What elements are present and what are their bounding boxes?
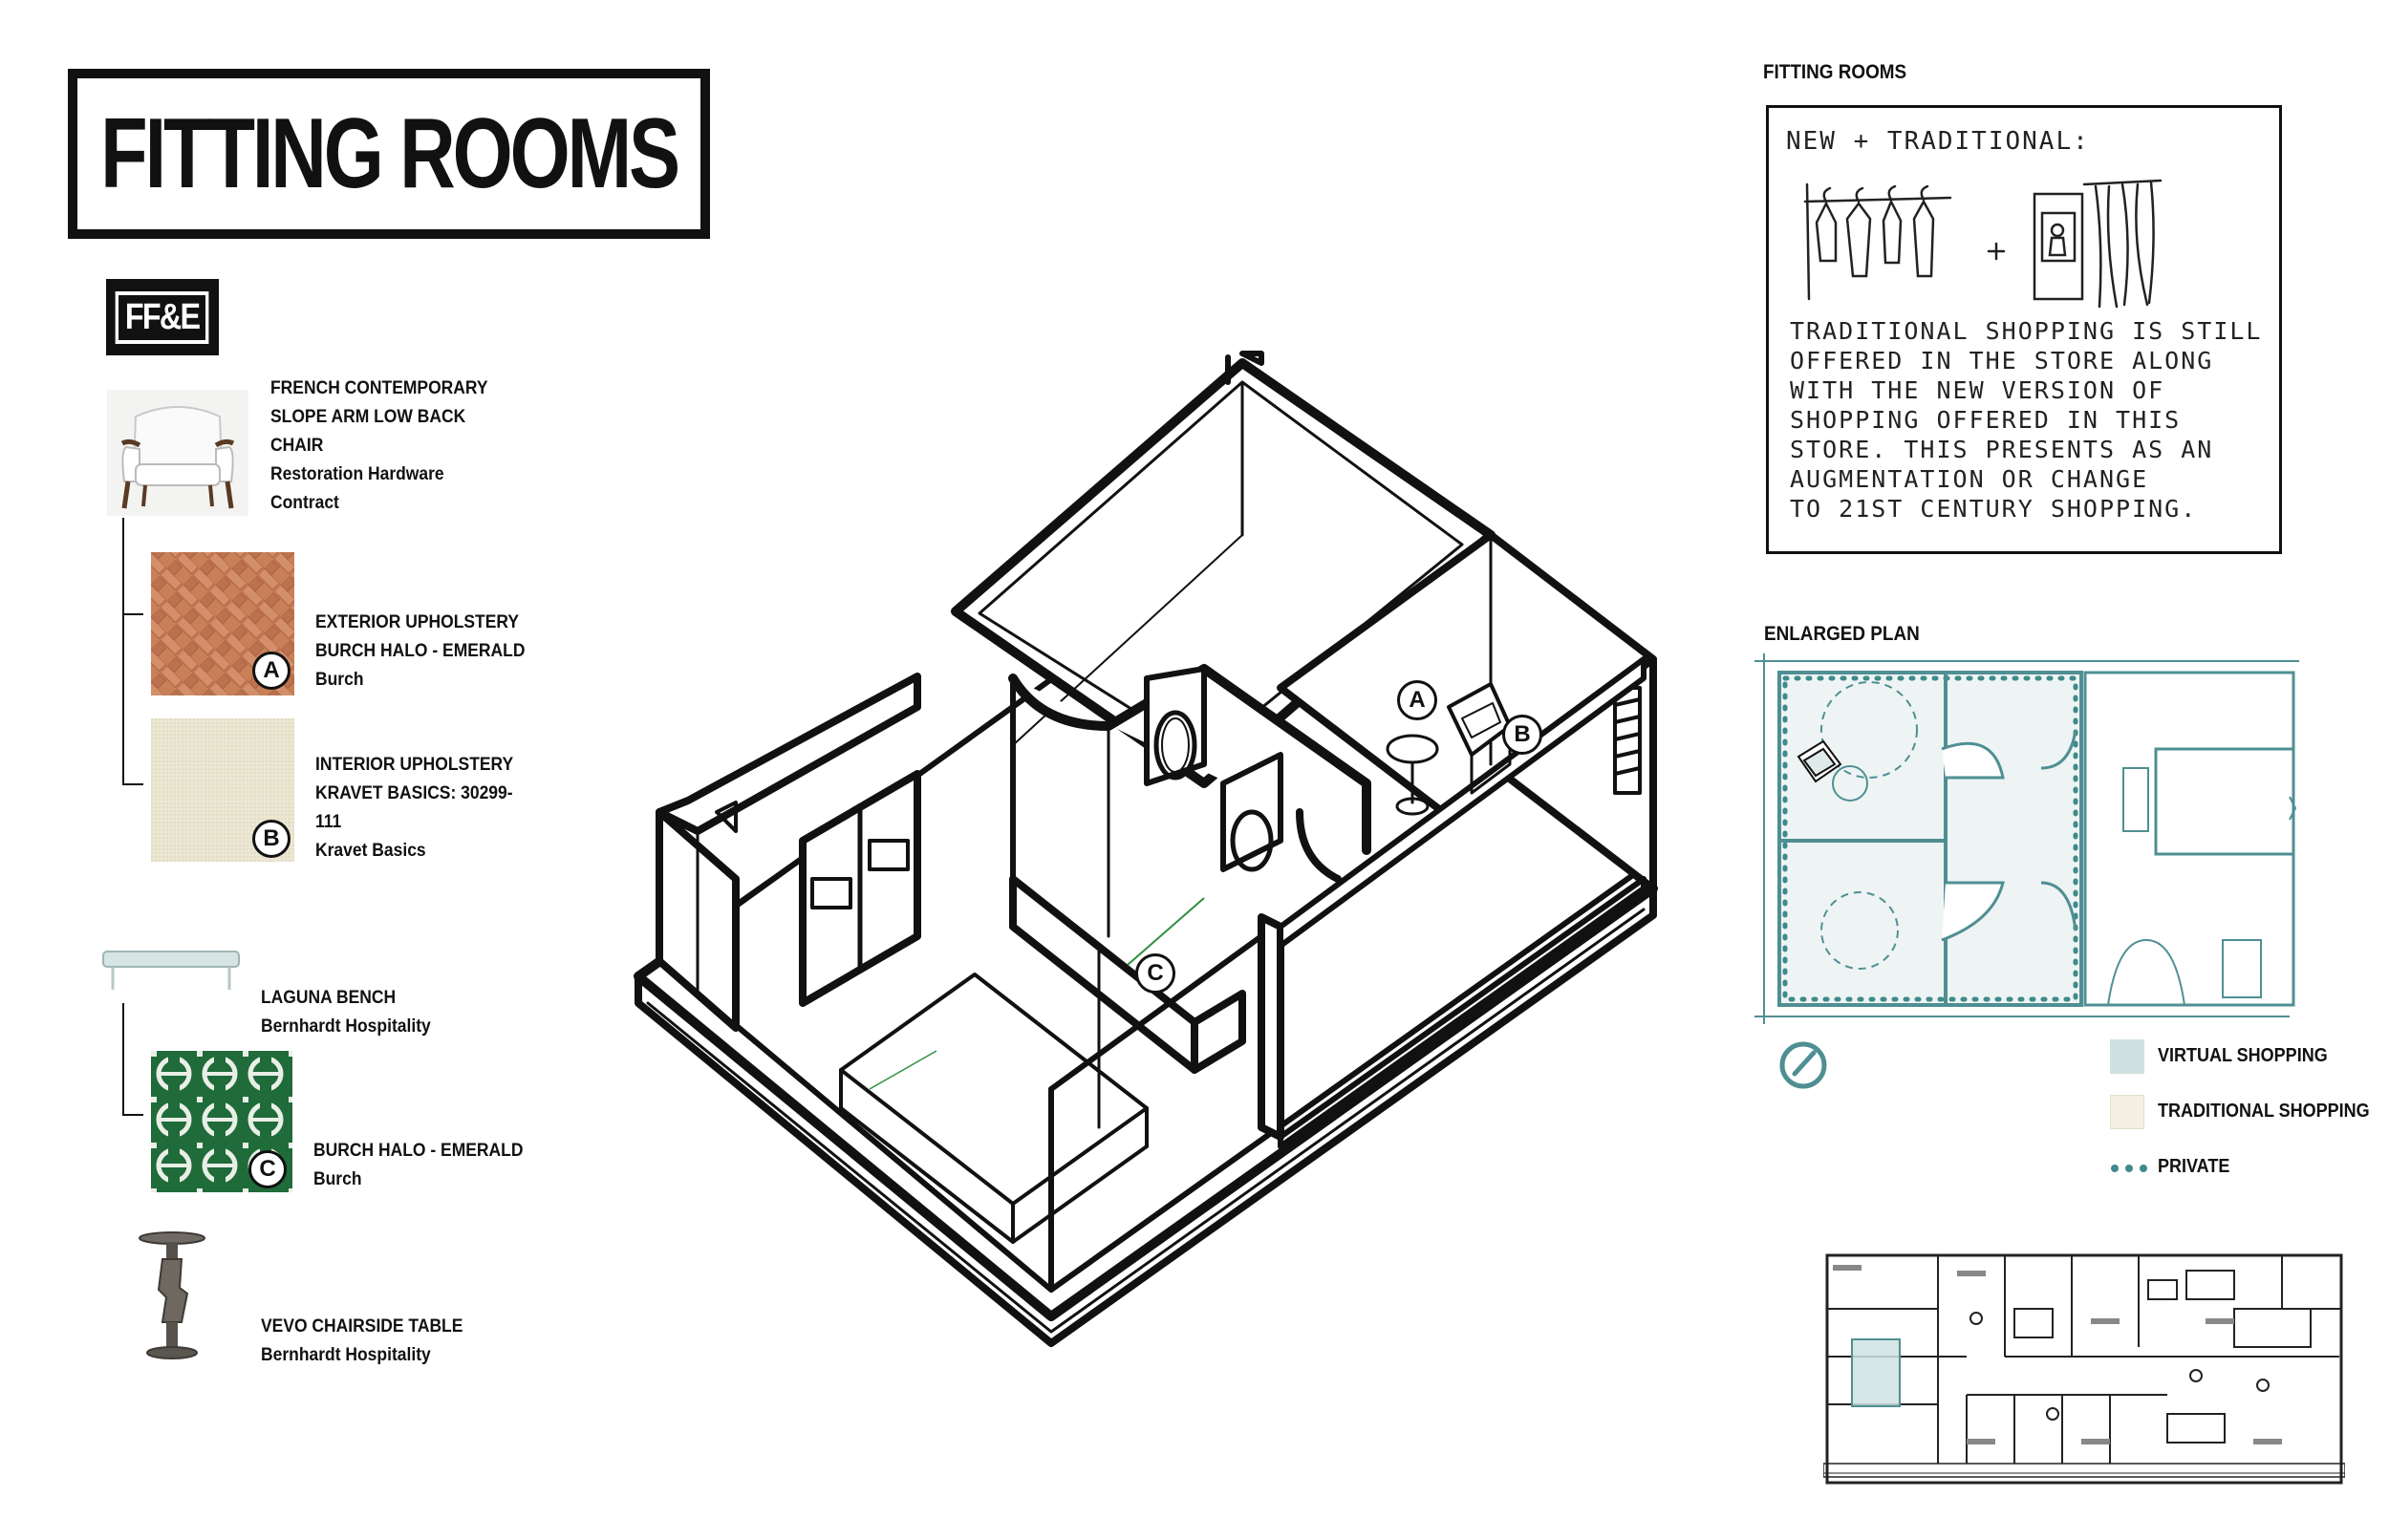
chair-vendor-line-2: Contract — [270, 493, 339, 513]
connector-tick-b — [122, 783, 143, 785]
bench-fabric-vendor-line-1: Burch — [313, 1169, 362, 1189]
side-table-label — [261, 1313, 463, 1370]
plan-section-title: ENLARGED PLAN — [1764, 623, 1920, 645]
chair-name-line-1: FRENCH CONTEMPORARY — [270, 378, 488, 398]
side-table-image — [134, 1230, 210, 1364]
int-name-line-2: KRAVET BASICS: 30299- — [315, 783, 513, 803]
sketch-line-6: AUGMENTATION OR CHANGE — [1790, 465, 2149, 493]
sketch-section-title: FITTING ROOMS — [1763, 61, 1907, 83]
ext-name-line-2: BURCH HALO - EMERALD — [315, 641, 526, 661]
sketch-line-3: WITH THE NEW VERSION OF — [1790, 376, 2165, 404]
north-arrow-icon — [1777, 1039, 1829, 1091]
bench-connector — [122, 1003, 124, 1116]
ext-vendor-line-1: Burch — [315, 670, 364, 690]
sketch-line-7: TO 21ST CENTURY SHOPPING. — [1790, 495, 2198, 523]
chair-image — [107, 390, 248, 516]
side-table-vendor-line-1: Bernhardt Hospitality — [261, 1345, 431, 1365]
axonometric-drawing — [631, 344, 1701, 1357]
bench-vendor-line-1: Bernhardt Hospitality — [261, 1016, 431, 1037]
tag-c: C — [248, 1150, 287, 1188]
chair-label — [270, 374, 488, 518]
tag-a: A — [252, 652, 291, 690]
axon-tag-a: A — [1397, 680, 1437, 720]
chair-vendor-line-1: Restoration Hardware — [270, 464, 444, 484]
int-name-line-1: INTERIOR UPHOLSTERY — [315, 755, 514, 775]
tag-b: B — [252, 820, 291, 858]
legend-traditional-swatch — [2110, 1095, 2144, 1129]
bench-name-line-1: LAGUNA BENCH — [261, 988, 397, 1008]
ffe-badge — [106, 279, 219, 355]
bench-fabric-label — [313, 1137, 523, 1194]
sketch-line-1: TRADITIONAL SHOPPING IS STILL — [1790, 317, 2263, 345]
chair-connector — [122, 518, 124, 785]
sketch-illustration — [1797, 165, 2199, 318]
legend-virtual-swatch — [2110, 1039, 2144, 1074]
side-table-name-line-1: VEVO CHAIRSIDE TABLE — [261, 1316, 463, 1337]
sketch-line-5: STORE. THIS PRESENTS AS AN — [1790, 436, 2214, 463]
sketch-line-2: OFFERED IN THE STORE ALONG — [1790, 347, 2214, 374]
sketch-line-4: SHOPPING OFFERED IN THIS — [1790, 406, 2182, 434]
ext-name-line-1: EXTERIOR UPHOLSTERY — [315, 612, 520, 632]
chair-name-line-3: CHAIR — [270, 436, 324, 456]
interior-upholstery-label — [315, 751, 513, 866]
legend-virtual-label: VIRTUAL SHOPPING — [2158, 1045, 2328, 1066]
bench-fabric-name-line-1: BURCH HALO - EMERALD — [313, 1141, 524, 1161]
enlarged-plan — [1754, 653, 2303, 1028]
legend-private-dots — [2110, 1162, 2152, 1175]
int-vendor-line-1: Kravet Basics — [315, 841, 426, 861]
sketch-text-block — [1790, 316, 2263, 524]
chair-name-line-2: SLOPE ARM LOW BACK — [270, 407, 466, 427]
ffe-badge-label: FF&E — [116, 291, 209, 344]
title-box — [68, 69, 710, 239]
legend-private-label: PRIVATE — [2158, 1156, 2230, 1177]
exterior-upholstery-label — [315, 609, 525, 695]
page-title: FITTING ROOMS — [100, 97, 678, 209]
axon-tag-c: C — [1135, 953, 1175, 994]
connector-tick-c — [122, 1114, 143, 1116]
bench-image — [99, 946, 243, 994]
legend-traditional-label: TRADITIONAL SHOPPING — [2158, 1101, 2370, 1122]
int-name-line-3: 111 — [315, 812, 342, 832]
sketch-box — [1766, 105, 2282, 554]
axon-tag-b: B — [1502, 715, 1542, 755]
bench-label — [261, 984, 431, 1041]
connector-tick-a — [122, 613, 143, 615]
sketch-heading: NEW + TRADITIONAL: — [1786, 127, 2090, 156]
key-floor-plan — [1823, 1251, 2345, 1490]
